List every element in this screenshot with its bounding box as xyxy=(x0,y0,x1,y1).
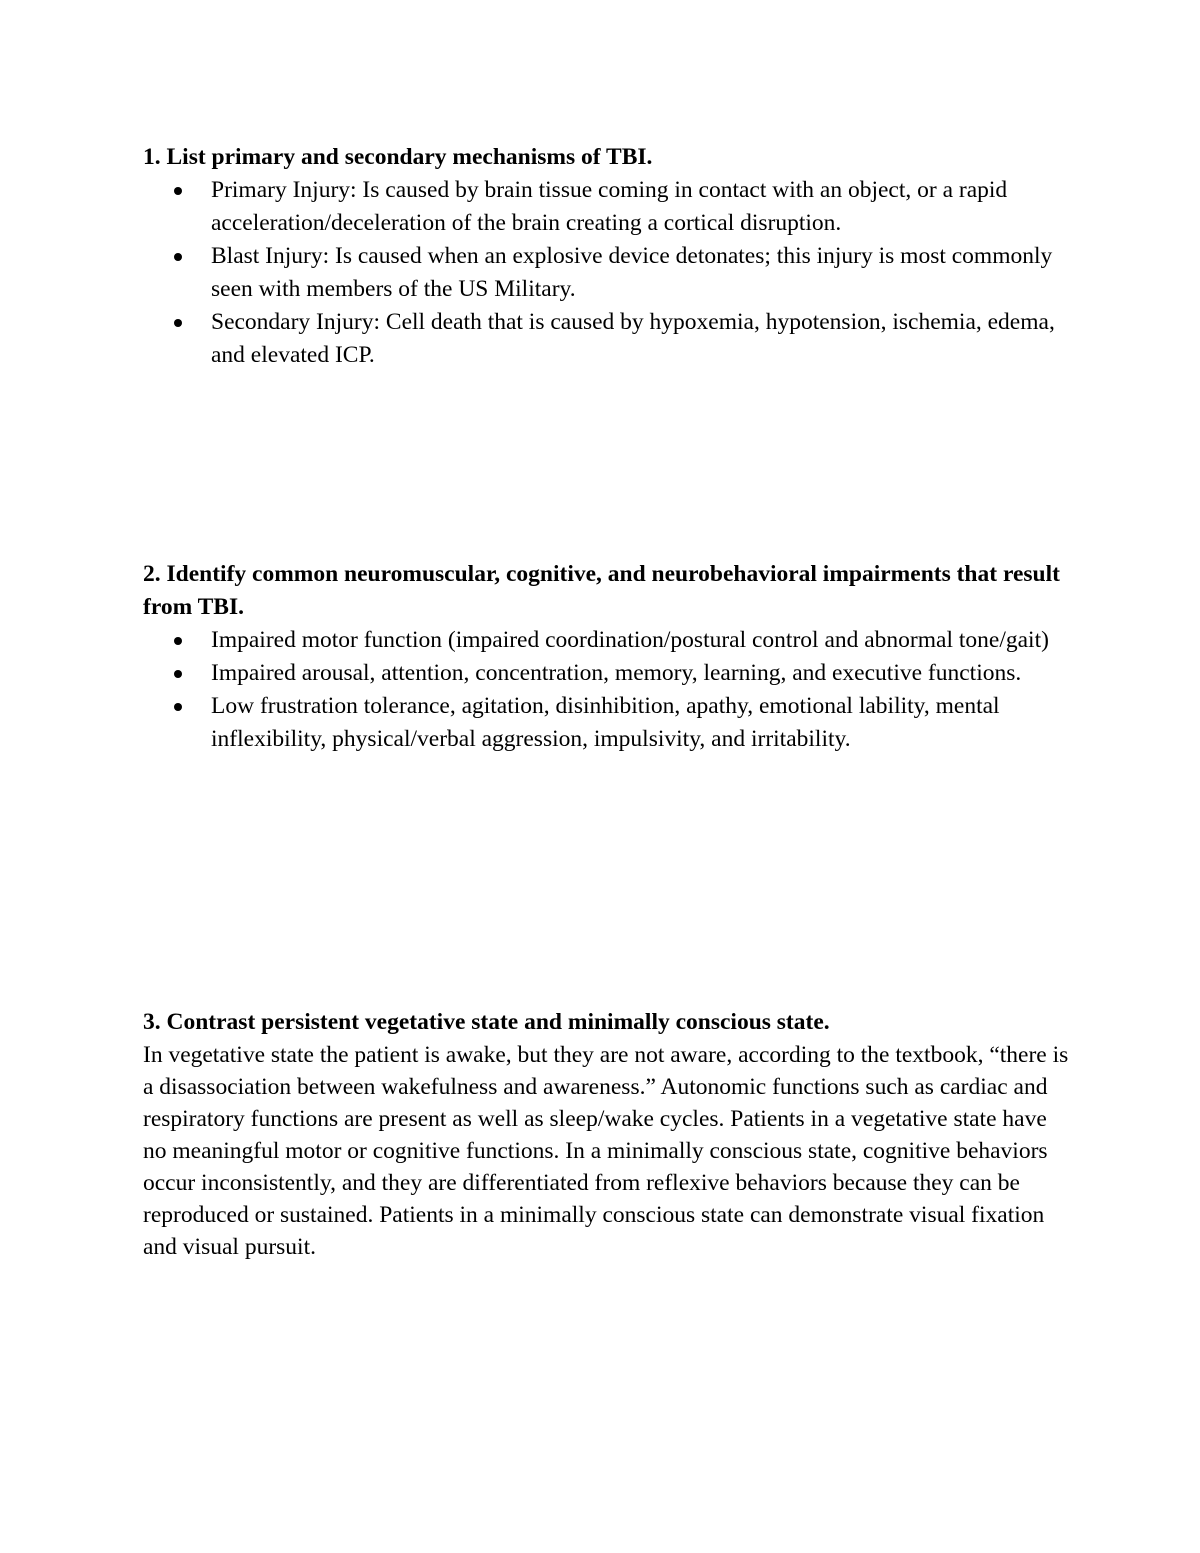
list-item-text: Primary Injury: Is caused by brain tissue coming in contact with an object, or a rapid acceleration/deceleration of the brain creating a cortical disruption. xyxy=(211,177,1008,236)
list-item-text: Impaired motor function (impaired coordination/postural control and abnormal tone/gait) xyxy=(211,627,1049,653)
list-item xyxy=(143,624,1073,657)
section-heading: 1. List primary and secondary mechanisms of TBI. xyxy=(143,144,653,170)
bullet-list xyxy=(143,174,1073,372)
bullet-list xyxy=(143,624,1073,756)
list-item xyxy=(143,690,1073,756)
section-2 xyxy=(143,558,1073,756)
list-item xyxy=(143,174,1073,240)
list-item xyxy=(143,657,1073,690)
list-item xyxy=(143,240,1073,306)
section-heading: 2. Identify common neuromuscular, cognitive, and neurobehavioral impairments that result from TBI. xyxy=(143,561,1060,620)
bullet-dot-icon xyxy=(174,703,182,711)
bullet-dot-icon xyxy=(174,670,182,678)
section-1 xyxy=(143,141,1073,372)
list-item xyxy=(143,306,1073,372)
bullet-dot-icon xyxy=(174,637,182,645)
list-item-text: Impaired arousal, attention, concentration, memory, learning, and executive functions. xyxy=(211,660,1022,686)
list-item-text: Secondary Injury: Cell death that is caused by hypoxemia, hypotension, ischemia, edema, and elevated ICP. xyxy=(211,309,1055,368)
section-paragraph: In vegetative state the patient is awake, but they are not aware, according to the textbook, “there is a disassociation between wakefulness and awareness.” Autonomic functions such as cardiac and respiratory functions are present as well as sleep/wake cycles. Patients in a vegetative state have no meaningful motor or cognitive functions. In a minimally conscious state, cognitive behaviors occur inconsistently, and they are differentiated from reflexive behaviors because they can be reproduced or sustained. Patients in a minimally conscious state can demonstrate visual fixation and visual pursuit. xyxy=(143,1042,1069,1260)
section-3 xyxy=(143,1006,1073,1263)
list-item-text: Blast Injury: Is caused when an explosive device detonates; this injury is most commonly seen with members of the US Military. xyxy=(211,243,1053,302)
list-item-text: Low frustration tolerance, agitation, disinhibition, apathy, emotional lability, mental inflexibility, physical/verbal aggression, impulsivity, and irritability. xyxy=(211,693,1000,752)
bullet-dot-icon xyxy=(174,187,182,195)
section-heading: 3. Contrast persistent vegetative state and minimally conscious state. xyxy=(143,1009,830,1035)
bullet-dot-icon xyxy=(174,253,182,261)
bullet-dot-icon xyxy=(174,319,182,327)
